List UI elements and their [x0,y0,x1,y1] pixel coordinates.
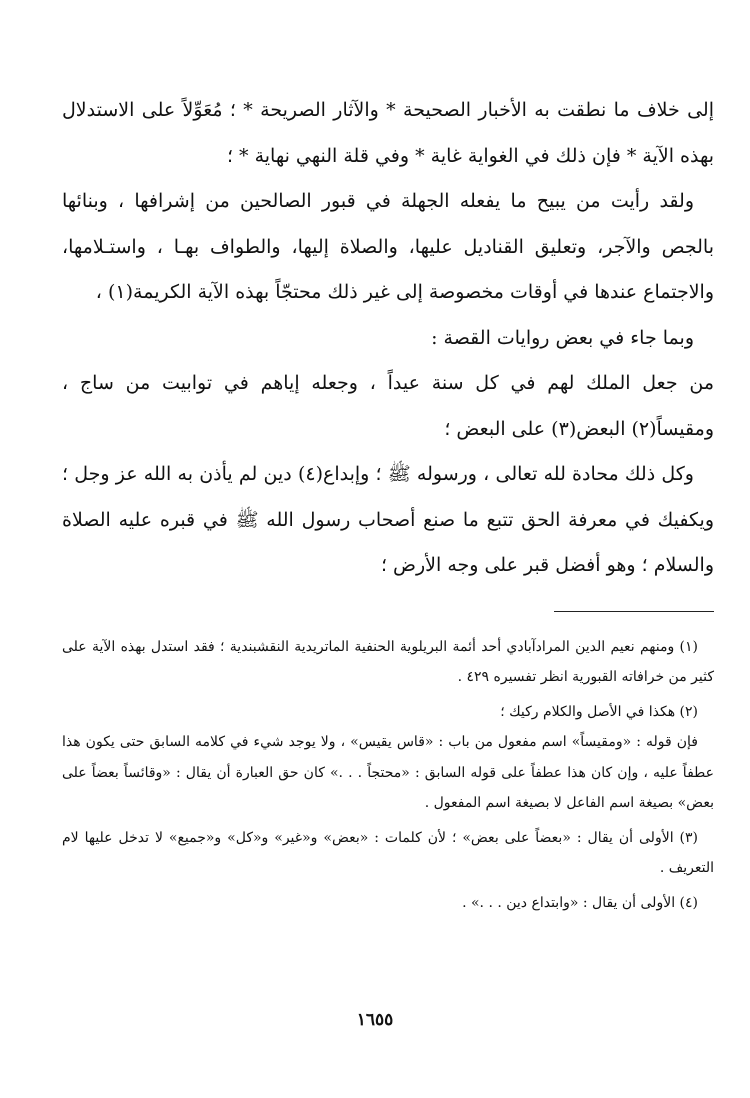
footnote-2: (٢) هكذا في الأصل والكلام ركيك ؛ [500,703,698,720]
footnote-divider [554,611,714,612]
footnote-4: (٤) الأولى أن يقال : «وابتداع دين . . .» . [462,894,698,911]
paragraph-2: ولقد رأيت من يبيح ما يفعله الجهلة في قبور الصالحين من إشرافها ، وبنائها بالجص والآجر، وتعليق القناديل عليها، والصلاة إليها، والطواف بهـا ، واستـلامها، والاجتماع عندها في أوقات مخصوصة إلى غير ذلك محتجّاً بهذه الآية الكريمة(١) ، [62,190,714,303]
footnotes [62,632,714,919]
paragraph-4: من جعل الملك لهم في كل سنة عيداً ، وجعله إياهم في توابيت من ساج ، ومقيساً(٢) البعض(٣) على البعض ؛ [62,372,714,440]
page-number: ١٦٥٥ [356,1010,394,1030]
paragraph-3: وبما جاء في بعض روايات القصة : [431,326,694,349]
paragraph-5: وكل ذلك محادة لله تعالى ، ورسوله ﷺ ؛ وإبداع(٤) دين لم يأذن به الله عز وجل ؛ ويكفيك في معرفة الحق تتبع ما صنع أصحاب رسول الله ﷺ في قبره عليه الصلاة والسلام ؛ وهو أفضل قبر على وجه الأرض ؛ [62,463,714,576]
footnote-3: (٣) الأولى أن يقال : «بعضاً على بعض» ؛ لأن كلمات : «بعض» و«غير» و«كل» و«جميع» لا تدخل عليها لام التعريف . [62,829,714,876]
main-text [62,88,714,589]
page-content [62,88,714,918]
paragraph-1: إلى خلاف ما نطقت به الأخبار الصحيحة * والآثار الصريحة * ؛ مُعَوِّلاً على الاستدلال بهذه الآية * فإن ذلك في الغواية غاية * وفي قلة النهي نهاية * ؛ [62,99,714,167]
footnote-2-continued: فإن قوله : «ومقيساً» اسم مفعول من باب : «قاس يقيس» ، ولا يوجد شيء في كلامه السابق حتى يكون هذا عطفاً عليه ، وإن كان هذا عطفاً على قوله السابق : «محتجاً . . .» كان حق العبارة أن يقال : «وقائساً بعضاً على بعض» بصيغة اسم الفاعل لا بصيغة اسم المفعول . [62,734,714,811]
footnote-1: (١) ومنهم نعيم الدين المرادآبادي أحد أئمة البريلوية الحنفية الماتريدية النقشبندية ؛ فقد استدل بهذه الآية على كثير من خرافاته القبورية انظر تفسيره ٤٢٩ . [62,638,714,685]
